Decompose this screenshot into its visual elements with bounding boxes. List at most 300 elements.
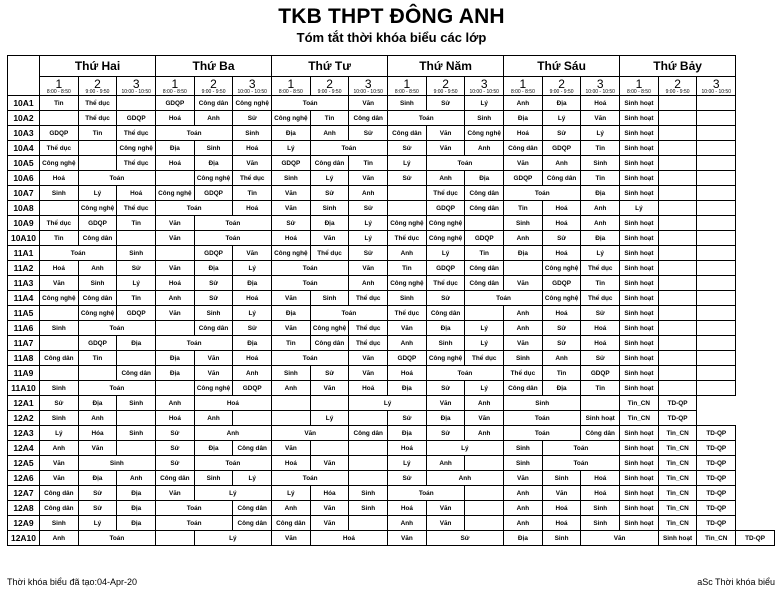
lesson-cell: Thể dục xyxy=(581,261,620,276)
lesson-cell: Sinh xyxy=(504,456,543,471)
lesson-cell: Thể dục xyxy=(233,171,272,186)
lesson-cell: Toán xyxy=(426,156,503,171)
lesson-cell: Công dân xyxy=(465,276,504,291)
lesson-cell xyxy=(697,126,736,141)
lesson-cell: Toán xyxy=(156,501,233,516)
class-name-cell: 11A7 xyxy=(8,336,40,351)
lesson-cell xyxy=(658,186,697,201)
lesson-cell: Văn xyxy=(504,156,543,171)
lesson-cell xyxy=(40,366,79,381)
lesson-cell: Công dân xyxy=(78,231,117,246)
class-name-cell: 10A8 xyxy=(8,201,40,216)
lesson-cell xyxy=(156,246,195,261)
lesson-cell: Văn xyxy=(272,426,349,441)
lesson-cell: Sinh hoạt xyxy=(620,306,659,321)
period-header xyxy=(310,77,349,96)
lesson-cell xyxy=(658,231,697,246)
corner-cell xyxy=(8,56,40,96)
lesson-cell: Anh xyxy=(272,381,311,396)
lesson-cell: Lý xyxy=(426,246,465,261)
lesson-cell: Sinh hoạt xyxy=(620,471,659,486)
period-time: 8:00 - 8:50 xyxy=(394,88,419,95)
lesson-cell: Sinh xyxy=(40,516,79,531)
lesson-cell: Sinh xyxy=(310,201,349,216)
lesson-cell: Toán xyxy=(194,216,271,231)
lesson-cell: Công dân xyxy=(78,291,117,306)
lesson-cell: GDQP xyxy=(117,306,156,321)
lesson-cell: TD-QP xyxy=(697,516,736,531)
lesson-cell xyxy=(658,111,697,126)
lesson-cell: Thể dục xyxy=(349,336,388,351)
lesson-cell: Lý xyxy=(194,531,271,546)
lesson-cell: Văn xyxy=(272,531,311,546)
day-header: Thứ Tư xyxy=(272,56,388,77)
class-name-cell: 11A2 xyxy=(8,261,40,276)
lesson-cell: Sinh hoạt xyxy=(620,366,659,381)
lesson-cell: Tin xyxy=(117,216,156,231)
lesson-cell: Sinh xyxy=(272,366,311,381)
lesson-cell: Văn xyxy=(310,501,349,516)
table-row xyxy=(8,201,775,216)
lesson-cell xyxy=(117,231,156,246)
lesson-cell xyxy=(697,336,736,351)
lesson-cell: Tin_CN xyxy=(658,486,697,501)
lesson-cell: Anh xyxy=(349,186,388,201)
period-number: 2 xyxy=(674,76,681,91)
lesson-cell: Sinh xyxy=(388,291,427,306)
lesson-cell: Hoá xyxy=(272,231,311,246)
lesson-cell xyxy=(388,201,427,216)
period-time: 10:00 - 10:50 xyxy=(237,88,267,95)
lesson-cell: Văn xyxy=(272,321,311,336)
lesson-cell: Toán xyxy=(388,486,465,501)
class-name-cell: 12A3 xyxy=(8,426,40,441)
lesson-cell: Sinh xyxy=(194,471,233,486)
lesson-cell: Địa xyxy=(504,531,543,546)
lesson-cell: Hoá xyxy=(542,216,581,231)
lesson-cell: GDQP xyxy=(78,336,117,351)
lesson-cell: Sử xyxy=(78,501,117,516)
lesson-cell: Hoá xyxy=(581,336,620,351)
lesson-cell: Văn xyxy=(349,171,388,186)
lesson-cell: Toán xyxy=(272,261,349,276)
lesson-cell: Tin_CN xyxy=(620,411,659,426)
lesson-cell: Hoá xyxy=(542,246,581,261)
lesson-cell: Toán xyxy=(194,456,271,471)
lesson-cell: Lý xyxy=(388,156,427,171)
lesson-cell xyxy=(697,141,736,156)
lesson-cell: Toán xyxy=(426,366,503,381)
lesson-cell: Anh xyxy=(310,126,349,141)
lesson-cell xyxy=(658,261,697,276)
lesson-cell: Lý xyxy=(349,216,388,231)
lesson-cell: Tin_CN xyxy=(658,501,697,516)
class-name-cell: 12A6 xyxy=(8,471,40,486)
lesson-cell: Thể dục xyxy=(40,216,79,231)
lesson-cell: Sử xyxy=(156,426,195,441)
lesson-cell: Lý xyxy=(542,111,581,126)
lesson-cell: Công nghệ xyxy=(194,171,233,186)
lesson-cell: Sinh xyxy=(581,501,620,516)
lesson-cell xyxy=(465,516,504,531)
period-number: 1 xyxy=(403,76,411,91)
lesson-cell: Sinh xyxy=(388,96,427,111)
period-number: 3 xyxy=(248,76,256,91)
lesson-cell: Hoá xyxy=(349,381,388,396)
lesson-cell: GDQP xyxy=(156,96,195,111)
period-time: 8:00 - 8:50 xyxy=(162,88,187,95)
lesson-cell: Anh xyxy=(426,471,503,486)
lesson-cell xyxy=(310,396,349,411)
lesson-cell: Văn xyxy=(426,516,465,531)
lesson-cell xyxy=(40,201,79,216)
period-time: 9:00 - 9:50 xyxy=(665,88,690,95)
lesson-cell: Hóa xyxy=(310,486,349,501)
period-time: 10:00 - 10:50 xyxy=(585,88,615,95)
lesson-cell: Địa xyxy=(233,276,272,291)
lesson-cell: Tin_CN xyxy=(620,396,659,411)
lesson-cell: Tin xyxy=(40,231,79,246)
lesson-cell: Văn xyxy=(40,471,79,486)
lesson-cell: Toán xyxy=(78,321,155,336)
lesson-cell: Công dân xyxy=(156,471,195,486)
lesson-cell xyxy=(697,306,736,321)
lesson-cell: Địa xyxy=(117,516,156,531)
lesson-cell: Văn xyxy=(156,261,195,276)
lesson-cell: Tin xyxy=(504,201,543,216)
lesson-cell: Thể dục xyxy=(117,156,156,171)
lesson-cell xyxy=(156,531,195,546)
lesson-cell xyxy=(658,171,697,186)
table-row xyxy=(8,246,775,261)
period-header xyxy=(388,77,427,96)
lesson-cell: Sinh xyxy=(78,456,155,471)
lesson-cell xyxy=(658,336,697,351)
lesson-cell: Công nghệ xyxy=(388,216,427,231)
lesson-cell xyxy=(697,231,736,246)
lesson-cell: Anh xyxy=(581,201,620,216)
lesson-cell xyxy=(465,306,504,321)
lesson-cell: Sử xyxy=(426,291,465,306)
lesson-cell: Toán xyxy=(504,426,581,441)
lesson-cell: Lý xyxy=(620,201,659,216)
lesson-cell: Sinh hoạt xyxy=(620,426,659,441)
lesson-cell: Lý xyxy=(40,426,79,441)
lesson-cell: Văn xyxy=(581,111,620,126)
lesson-cell: TD-QP xyxy=(697,441,736,456)
lesson-cell: Tin xyxy=(233,186,272,201)
lesson-cell xyxy=(658,351,697,366)
lesson-cell: Lý xyxy=(349,231,388,246)
lesson-cell: Sinh xyxy=(40,411,79,426)
lesson-cell: Sinh hoạt xyxy=(620,216,659,231)
lesson-cell: Công dân xyxy=(504,141,543,156)
lesson-cell: Sử xyxy=(426,426,465,441)
lesson-cell: Thể dục xyxy=(40,141,79,156)
lesson-cell: Lý xyxy=(272,141,311,156)
lesson-cell: Văn xyxy=(426,141,465,156)
period-header xyxy=(156,77,195,96)
lesson-cell: Tin_CN xyxy=(658,441,697,456)
lesson-cell: Sử xyxy=(117,261,156,276)
lesson-cell xyxy=(349,456,388,471)
lesson-cell: Địa xyxy=(426,321,465,336)
lesson-cell: Sinh xyxy=(78,276,117,291)
lesson-cell: Công nghệ xyxy=(117,141,156,156)
lesson-cell: Sinh hoạt xyxy=(620,441,659,456)
lesson-cell: Công dân xyxy=(40,501,79,516)
lesson-cell: Văn xyxy=(194,351,233,366)
lesson-cell: Anh xyxy=(117,471,156,486)
lesson-cell: Anh xyxy=(272,501,311,516)
lesson-cell: Anh xyxy=(504,516,543,531)
lesson-cell: Công nghệ xyxy=(40,156,79,171)
lesson-cell: Địa xyxy=(426,411,465,426)
lesson-cell: Sinh hoạt xyxy=(620,96,659,111)
lesson-cell: Địa xyxy=(388,381,427,396)
lesson-cell: Công dân xyxy=(117,366,156,381)
period-number: 2 xyxy=(94,76,101,91)
lesson-cell: Anh xyxy=(78,261,117,276)
lesson-cell: Sinh xyxy=(349,501,388,516)
lesson-cell: Văn xyxy=(310,516,349,531)
lesson-cell: Lý xyxy=(194,486,271,501)
lesson-cell xyxy=(40,306,79,321)
lesson-cell: Sinh xyxy=(233,126,272,141)
lesson-cell: Toán xyxy=(388,111,465,126)
period-number: 3 xyxy=(364,76,372,91)
lesson-cell: Hoá xyxy=(233,201,272,216)
lesson-cell: Anh xyxy=(426,456,465,471)
lesson-cell: Địa xyxy=(117,501,156,516)
period-time: 9:00 - 9:50 xyxy=(549,88,574,95)
lesson-cell: Tin xyxy=(465,246,504,261)
table-row xyxy=(8,276,775,291)
lesson-cell: Công dân xyxy=(465,261,504,276)
lesson-cell: Sinh hoạt xyxy=(620,456,659,471)
lesson-cell: Văn xyxy=(194,366,233,381)
lesson-cell: Văn xyxy=(426,396,465,411)
lesson-cell xyxy=(272,411,311,426)
lesson-cell xyxy=(658,321,697,336)
lesson-cell: Công dân xyxy=(310,156,349,171)
lesson-cell xyxy=(697,111,736,126)
lesson-cell xyxy=(40,111,79,126)
lesson-cell: Sinh xyxy=(465,111,504,126)
lesson-cell: Lý xyxy=(465,321,504,336)
lesson-cell: Sinh hoạt xyxy=(620,246,659,261)
period-header xyxy=(272,77,311,96)
lesson-cell: Anh xyxy=(542,156,581,171)
lesson-cell: Địa xyxy=(272,306,311,321)
lesson-cell: TD-QP xyxy=(697,426,736,441)
timetable xyxy=(7,55,775,546)
lesson-cell: Sử xyxy=(194,276,233,291)
lesson-cell: Hoá xyxy=(581,471,620,486)
class-name-cell: 10A9 xyxy=(8,216,40,231)
lesson-cell: Sinh hoạt xyxy=(620,351,659,366)
lesson-cell: Tin_CN xyxy=(658,426,697,441)
lesson-cell xyxy=(697,246,736,261)
lesson-cell: Sinh xyxy=(40,321,79,336)
lesson-cell: Tin xyxy=(78,351,117,366)
lesson-cell: Văn xyxy=(504,276,543,291)
lesson-cell: Sinh hoạt xyxy=(620,171,659,186)
lesson-cell: Anh xyxy=(194,426,271,441)
lesson-cell: GDQP xyxy=(194,246,233,261)
period-number: 1 xyxy=(171,76,179,91)
lesson-cell: Hoá xyxy=(504,126,543,141)
lesson-cell: Hoá xyxy=(542,501,581,516)
lesson-cell: Văn xyxy=(310,456,349,471)
class-name-cell: 12A2 xyxy=(8,411,40,426)
period-time: 10:00 - 10:50 xyxy=(469,88,499,95)
lesson-cell: Anh xyxy=(504,96,543,111)
day-header: Thứ Năm xyxy=(388,56,504,77)
lesson-cell: Sinh hoạt xyxy=(620,276,659,291)
lesson-cell xyxy=(697,201,736,216)
lesson-cell: Hoá xyxy=(388,366,427,381)
lesson-cell: Lý xyxy=(233,261,272,276)
class-name-cell: 11A5 xyxy=(8,306,40,321)
lesson-cell: Văn xyxy=(349,96,388,111)
lesson-cell: Tin xyxy=(117,291,156,306)
lesson-cell: Công dân xyxy=(465,186,504,201)
lesson-cell xyxy=(388,186,427,201)
lesson-cell: Công nghệ xyxy=(40,291,79,306)
table-row xyxy=(8,486,775,501)
lesson-cell: Văn xyxy=(156,306,195,321)
table-row xyxy=(8,126,775,141)
lesson-cell: Công nghệ xyxy=(233,96,272,111)
lesson-cell: Công nghệ xyxy=(310,321,349,336)
lesson-cell: Hoá xyxy=(233,351,272,366)
page-title: TKB THPT ĐÔNG ANH xyxy=(278,5,505,28)
lesson-cell: Sử xyxy=(542,336,581,351)
lesson-cell: Công dân xyxy=(194,96,233,111)
lesson-cell: Sử xyxy=(542,231,581,246)
lesson-cell xyxy=(658,126,697,141)
lesson-cell: Hoá xyxy=(542,516,581,531)
class-name-cell: 12A1 xyxy=(8,396,40,411)
lesson-cell: Lý xyxy=(117,276,156,291)
table-row xyxy=(8,171,775,186)
lesson-cell: Địa xyxy=(156,141,195,156)
lesson-cell: Văn xyxy=(272,201,311,216)
lesson-cell: GDQP xyxy=(117,111,156,126)
lesson-cell xyxy=(40,336,79,351)
day-header-row xyxy=(8,56,775,77)
lesson-cell: Công nghệ xyxy=(542,261,581,276)
lesson-cell: Công dân xyxy=(272,516,311,531)
lesson-cell: Địa xyxy=(117,336,156,351)
class-name-cell: 10A4 xyxy=(8,141,40,156)
table-row xyxy=(8,471,775,486)
table-row xyxy=(8,396,775,411)
lesson-cell: Công dân xyxy=(194,321,233,336)
lesson-cell: Sử xyxy=(388,141,427,156)
lesson-cell: Địa xyxy=(156,366,195,381)
lesson-cell: Anh xyxy=(542,351,581,366)
lesson-cell: Toán xyxy=(310,306,387,321)
lesson-cell: Anh xyxy=(504,231,543,246)
lesson-cell xyxy=(465,456,504,471)
lesson-cell: Tin_CN xyxy=(658,471,697,486)
period-header-row xyxy=(8,77,775,96)
class-name-cell: 10A3 xyxy=(8,126,40,141)
lesson-cell: TD-QP xyxy=(697,501,736,516)
lesson-cell: GDQP xyxy=(542,141,581,156)
lesson-cell: Sinh hoạt xyxy=(620,141,659,156)
period-header xyxy=(117,77,156,96)
period-time: 8:00 - 8:50 xyxy=(46,88,71,95)
class-name-cell: 11A3 xyxy=(8,276,40,291)
lesson-cell: GDQP xyxy=(465,231,504,246)
lesson-cell xyxy=(156,321,195,336)
lesson-cell xyxy=(658,306,697,321)
table-row xyxy=(8,531,775,546)
class-name-cell: 11A4 xyxy=(8,291,40,306)
table-row xyxy=(8,291,775,306)
lesson-cell: Anh xyxy=(426,171,465,186)
lesson-cell: Sử xyxy=(349,246,388,261)
table-row xyxy=(8,231,775,246)
lesson-cell: GDQP xyxy=(542,276,581,291)
table-row xyxy=(8,111,775,126)
lesson-cell: Sinh xyxy=(581,156,620,171)
lesson-cell: TD-QP xyxy=(736,531,775,546)
lesson-cell: Toán xyxy=(156,201,233,216)
lesson-cell: Sinh xyxy=(504,216,543,231)
period-number: 2 xyxy=(210,76,217,91)
period-time: 8:00 - 8:50 xyxy=(278,88,303,95)
lesson-cell: Văn xyxy=(156,231,195,246)
lesson-cell: Văn xyxy=(233,246,272,261)
lesson-cell: GDQP xyxy=(504,171,543,186)
lesson-cell: Anh xyxy=(465,396,504,411)
lesson-cell: Công dân xyxy=(349,426,388,441)
lesson-cell: Sử xyxy=(156,456,195,471)
lesson-cell: Công dân xyxy=(233,441,272,456)
period-time: 9:00 - 9:50 xyxy=(317,88,342,95)
period-header xyxy=(349,77,388,96)
lesson-cell: Tin_CN xyxy=(658,456,697,471)
lesson-cell: Công dân xyxy=(349,111,388,126)
class-name-cell: 10A5 xyxy=(8,156,40,171)
lesson-cell: Hoá xyxy=(117,186,156,201)
lesson-cell: Lý xyxy=(310,171,349,186)
lesson-cell xyxy=(697,156,736,171)
lesson-cell: Thể dục xyxy=(78,96,117,111)
class-name-cell: 12A7 xyxy=(8,486,40,501)
lesson-cell: Công dân xyxy=(310,336,349,351)
lesson-cell xyxy=(658,96,697,111)
lesson-cell: Hoá xyxy=(233,291,272,306)
lesson-cell: Anh xyxy=(504,486,543,501)
lesson-cell: Sinh xyxy=(194,306,233,321)
lesson-cell: Anh xyxy=(504,321,543,336)
lesson-cell xyxy=(581,396,620,411)
lesson-cell: Công nghệ xyxy=(426,216,465,231)
lesson-cell: Hoá xyxy=(272,456,311,471)
footer-created-date: Thời khóa biểu đã tạo:04-Apr-20 xyxy=(7,577,137,587)
lesson-cell: Anh xyxy=(388,336,427,351)
lesson-cell: Hóa xyxy=(78,426,117,441)
lesson-cell: Sử xyxy=(426,96,465,111)
lesson-cell xyxy=(78,156,117,171)
lesson-cell xyxy=(658,216,697,231)
lesson-cell: Địa xyxy=(504,111,543,126)
